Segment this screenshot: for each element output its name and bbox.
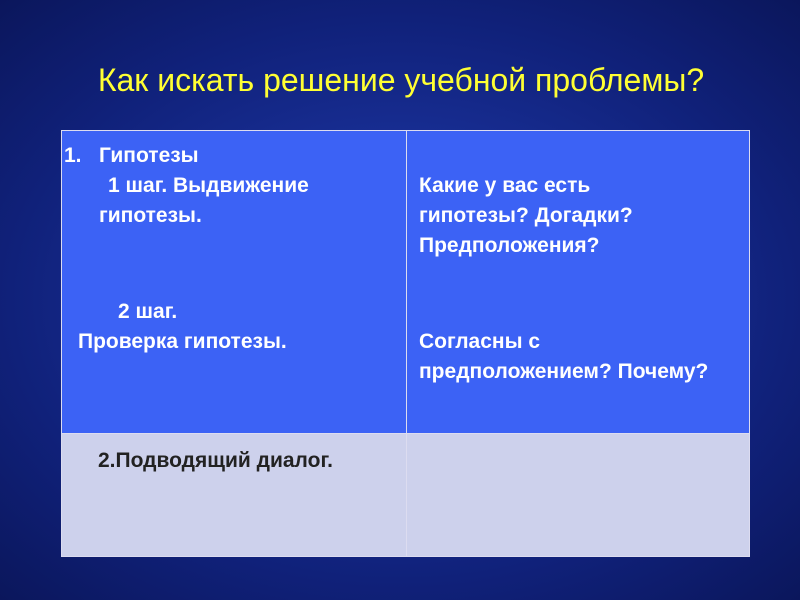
cell-dialog-empty [407, 434, 750, 557]
question1-line3: Предположения? [419, 234, 600, 257]
cell-dialog-label [62, 434, 407, 557]
dialog-label: 2.Подводящий диалог. [98, 449, 333, 472]
table-row-hypotheses [62, 131, 750, 434]
hypotheses-label: Гипотезы [99, 144, 199, 167]
question1-line2: гипотезы? Догадки? [419, 204, 633, 227]
question2-line2: предположением? Почему? [419, 360, 709, 383]
cell-hypotheses-questions [407, 131, 750, 434]
content-table [61, 130, 750, 557]
question1-line1: Какие у вас есть [419, 174, 591, 197]
step1-text-line2: гипотезы. [99, 204, 202, 227]
step1-text-line1: 1 шаг. Выдвижение [108, 174, 309, 197]
slide-title [0, 62, 800, 99]
table-row-dialog [62, 434, 750, 557]
step2-text-line2: Проверка гипотезы. [78, 330, 287, 353]
question2-line1: Согласны с [419, 330, 541, 353]
step2-text-line1: 2 шаг. [118, 300, 178, 323]
cell-hypotheses-steps [62, 131, 407, 434]
list-number-1: 1. [64, 144, 82, 167]
slide-title-text: Как искать решение учебной проблемы? [97, 62, 705, 98]
